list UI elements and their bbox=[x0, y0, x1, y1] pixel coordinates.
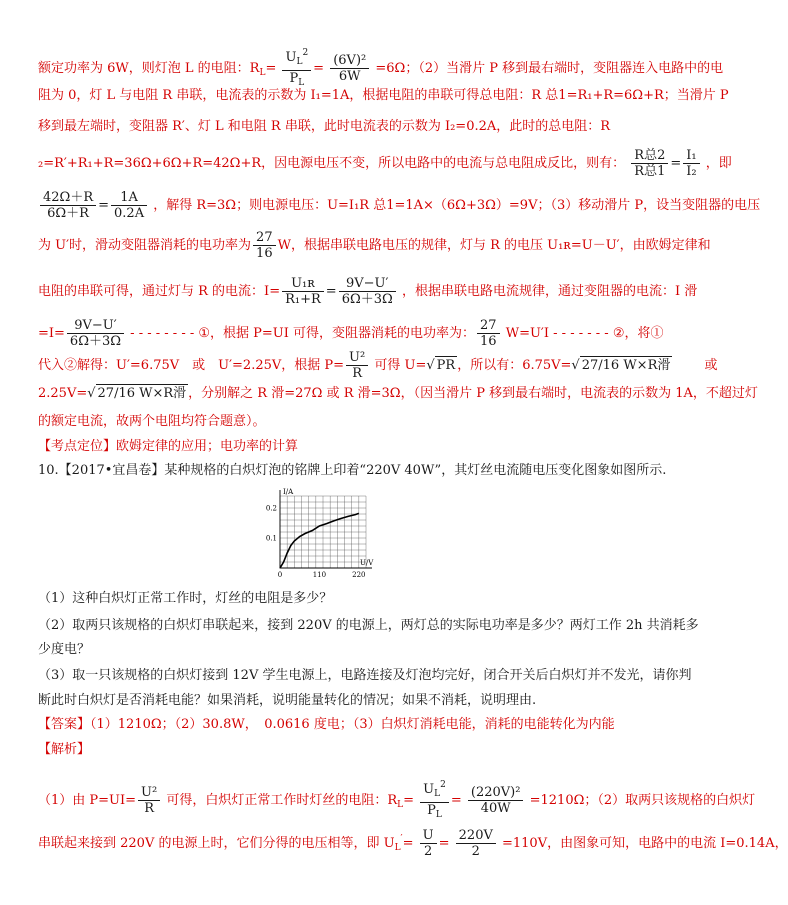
text: R总2 bbox=[631, 148, 668, 164]
text: 27 bbox=[477, 318, 500, 334]
s1-line-9 bbox=[38, 350, 718, 381]
fraction-9v-b bbox=[67, 318, 124, 349]
text: = bbox=[403, 793, 415, 808]
text: 9V−U′ bbox=[339, 276, 396, 292]
text: = bbox=[438, 836, 450, 851]
s1-line-5 bbox=[38, 190, 761, 221]
fraction-6v-6w bbox=[330, 53, 369, 84]
q10-answer: 【答案】（1）1210Ω；（2）30.8W， 0.0616 度电；（3）白炽灯消耗电能，消耗的电能转化为内能 bbox=[38, 717, 615, 732]
text: ，分别解之 R 滑=27Ω 或 R 滑=3Ω，（因当滑片 P 移到最右端时，电流表的示数为 1A，不超过灯 bbox=[188, 386, 758, 401]
text: =110V，由图象可知，电路中的电流 I=0.14A， bbox=[502, 836, 788, 851]
text: 额定功率为 6W，则灯泡 L 的电阻：R bbox=[38, 61, 260, 76]
text: =6Ω；（2）当滑片 P 移到最右端时，变阻器连入电路中的电 bbox=[375, 61, 724, 76]
s1-line-8 bbox=[38, 318, 664, 349]
fraction-u2-r bbox=[346, 350, 368, 381]
fraction-27-16 bbox=[253, 230, 276, 261]
chart-xlabel: U/V bbox=[360, 559, 374, 567]
text: = bbox=[670, 156, 682, 171]
sqrt-pr: √ PR bbox=[426, 358, 456, 373]
fraction-9v bbox=[339, 276, 396, 307]
chart-axes bbox=[280, 490, 372, 568]
fraction-1a bbox=[111, 190, 147, 221]
s1-kaodian: 【考点定位】欧姆定律的应用；电功率的计算 bbox=[38, 439, 299, 454]
text: 可得 U= bbox=[374, 358, 427, 373]
text: (220V)² bbox=[468, 785, 524, 801]
s1-line-1: 额定功率为 6W，则灯泡 L 的电阻：$R_L=$ $\frac{U_L^2}{P_L}$ = $\frac{\text{(6V)²}}{6W}$ =6Ω；（2）当滑片 P 移到最右端时，变阻器连入电路中的电 bbox=[38, 46, 612, 91]
current-voltage-chart bbox=[252, 482, 382, 582]
fraction-u2-r-b bbox=[138, 785, 160, 816]
text: R bbox=[352, 366, 363, 381]
text: W=U′I - - - - - - - ②，将① bbox=[505, 326, 664, 341]
text: 40W bbox=[480, 801, 511, 816]
text: P bbox=[427, 803, 436, 818]
text: 6W bbox=[338, 69, 361, 84]
text: = bbox=[402, 836, 414, 851]
q10-explain-1: （1）由 P=UI= $\frac{\text{U²}}{R}$ 可得，白炽灯正常工作时灯丝的电阻：$R_L=$ $\frac{U_L^2}{P_L}$ = $\frac{\text{(220V)²}}{40W}$ =1210Ω；（2）取两只该规格的白炽灯 bbox=[38, 778, 612, 823]
text: I₂ bbox=[686, 164, 697, 179]
text: U² bbox=[138, 785, 160, 801]
text: 42Ω＋R bbox=[40, 190, 96, 206]
text: U bbox=[420, 828, 437, 844]
text: R bbox=[144, 801, 155, 816]
text: 为 U′时，滑动变阻器消耗的电功率为 bbox=[38, 238, 252, 253]
text: ，解得 R=3Ω；则电源电压：U=I₁R 总1=1A×（6Ω+3Ω）=9V；（3）移动滑片 P，设当变阻器的电压 bbox=[153, 198, 761, 213]
q10-explain-2: 串联起来接到 220V 的电源上时，它们分得的电压相等，即 $U_L'=$ $\frac{U}{2}$ = $\frac{220V}{2}$ =110V，由图象可知，电路中的电流 I=0.14A， bbox=[38, 828, 788, 859]
text: 220V bbox=[456, 828, 496, 844]
text: = bbox=[98, 198, 110, 213]
chart-grid bbox=[280, 496, 366, 568]
text: U bbox=[423, 782, 435, 797]
text: 2.25V= bbox=[38, 386, 88, 401]
text: =I= bbox=[38, 326, 65, 341]
fraction-u-2 bbox=[420, 828, 437, 859]
q10-part2-b: 少度电？ bbox=[38, 642, 91, 657]
text: 27/16 W×R滑 bbox=[581, 358, 671, 373]
text: (6V)² bbox=[330, 53, 369, 69]
text: ，即 bbox=[705, 156, 732, 171]
fraction-ulr bbox=[282, 276, 324, 307]
x-tick-label: 220 bbox=[352, 571, 366, 579]
s1-line-6 bbox=[38, 230, 711, 261]
text: = bbox=[313, 61, 325, 76]
s1-line-4 bbox=[38, 148, 732, 179]
text: 6Ω＋3Ω bbox=[341, 292, 393, 307]
text: I₁ bbox=[683, 148, 699, 164]
text: ₂=R′+R₁+R=36Ω+6Ω+R=42Ω+R，因电源电压不变，所以电路中的电流与总电阻成反比，则有： bbox=[38, 156, 626, 171]
s1-line-7 bbox=[38, 276, 698, 307]
fraction-42 bbox=[40, 190, 96, 221]
text: ，所以有：6.75V= bbox=[457, 358, 572, 373]
text: 6Ω＋R bbox=[47, 206, 89, 221]
text: U² bbox=[346, 350, 368, 366]
text: = bbox=[325, 284, 337, 299]
text: U₁ʀ bbox=[282, 276, 324, 292]
text: P bbox=[289, 71, 299, 86]
fraction-220-2 bbox=[456, 828, 496, 859]
text: 串联起来接到 220V 的电源上时，它们分得的电压相等，即 U bbox=[38, 836, 395, 851]
text: = bbox=[265, 61, 277, 76]
text: 代入②解得：U′=6.75V 或 U′=2.25V，根据 P= bbox=[38, 358, 345, 373]
chart-series-line bbox=[280, 513, 359, 568]
text: 2 bbox=[471, 844, 480, 859]
q10-part1: （1）这种白炽灯正常工作时，灯丝的电阻是多少？ bbox=[38, 591, 333, 606]
axis-lines bbox=[280, 490, 372, 568]
fraction-i1-i2 bbox=[683, 148, 699, 179]
text: 或 bbox=[704, 358, 718, 373]
text: 16 bbox=[256, 246, 273, 261]
fraction-ul-pl-b: $\frac{U_L^2}{P_L}$ bbox=[420, 778, 449, 823]
text: 27/16 W×R滑 bbox=[97, 386, 187, 401]
text: 27 bbox=[253, 230, 276, 246]
y-tick-label: 0.1 bbox=[265, 534, 277, 543]
q10-jiexi: 【解析】 bbox=[38, 742, 91, 757]
text: 2 bbox=[423, 844, 433, 859]
fraction-27-16-b bbox=[477, 318, 500, 349]
text: R总1 bbox=[634, 164, 666, 179]
text: = bbox=[450, 793, 462, 808]
x-tick-label: 110 bbox=[312, 571, 327, 579]
q10-part3-b: 断此时白炽灯是否消耗电能？如果消耗，说明能量转化的情况；如果不消耗，说明理由. bbox=[38, 693, 537, 708]
text: - - - - - - - - ①，根据 P=UI 可得，变阻器消耗的电功率为： bbox=[130, 326, 476, 341]
fraction-ul-pl: $\frac{U_L^2}{P_L}$ bbox=[282, 46, 311, 91]
fraction-220 bbox=[468, 785, 524, 816]
x-tick-label: 0 bbox=[277, 571, 283, 579]
text: PR bbox=[436, 358, 456, 373]
s1-line-3: 移到最左端时，变阻器 R′、灯 L 和电阻 R 串联，此时电流表的示数为 I₂=0.2A，此时的总电阻：R bbox=[38, 119, 611, 134]
s1-line-11: 的额定电流，故两个电阻均符合题意）。 bbox=[38, 414, 266, 429]
text: 0.2A bbox=[114, 206, 145, 221]
s1-line-10 bbox=[38, 384, 758, 403]
text: =1210Ω；（2）取两只该规格的白炽灯 bbox=[529, 793, 756, 808]
sqrt-expr-1: √ 27/16 W×R滑 bbox=[571, 358, 671, 373]
fraction-r-total bbox=[631, 148, 668, 179]
text: 1A bbox=[111, 190, 147, 206]
sqrt-expr-2: √ 27/16 W×R滑 bbox=[87, 386, 187, 401]
text: 9V−U′ bbox=[67, 318, 124, 334]
y-tick-label: 0.2 bbox=[265, 504, 277, 513]
text: （1）由 P=UI= bbox=[38, 793, 137, 808]
text: 16 bbox=[480, 334, 497, 349]
text: ，根据串联电路电流规律，通过变阻器的电流：I 滑 bbox=[401, 284, 698, 299]
s1-line-2: 阻为 0，灯 L 与电阻 R 串联，电流表的示数为 I₁=1A，根据电阻的串联可得总电阻：R 总1=R₁+R=6Ω+R；当滑片 P bbox=[38, 88, 729, 103]
text: 6Ω＋3Ω bbox=[69, 334, 122, 349]
text: R₁+R bbox=[285, 292, 321, 307]
chart-ylabel: I/A bbox=[283, 488, 294, 496]
text: 可得，白炽灯正常工作时灯丝的电阻：R bbox=[166, 793, 398, 808]
q10-title: 10.【2017•宜昌卷】某种规格的白炽灯泡的铭牌上印着“220V 40W”，其灯丝电流随电压变化图象如图所示. bbox=[38, 463, 667, 478]
text: 电阻的串联可得，通过灯与 R 的电流：I= bbox=[38, 284, 281, 299]
text: U bbox=[285, 50, 297, 65]
q10-part2-a: （2）取两只该规格的白炽灯串联起来，接到 220V 的电源上，两灯总的实际电功率是多少？两灯工作 2h 共消耗多 bbox=[38, 618, 699, 633]
q10-part3-a: （3）取一只该规格的白炽灯接到 12V 学生电源上，电路连接及灯泡均完好，闭合开关后白炽灯并不发光，请你判 bbox=[38, 668, 692, 683]
text: W，根据串联电路电压的规律，灯与 R 的电压 U₁ʀ=U－U′，由欧姆定律和 bbox=[277, 238, 711, 253]
